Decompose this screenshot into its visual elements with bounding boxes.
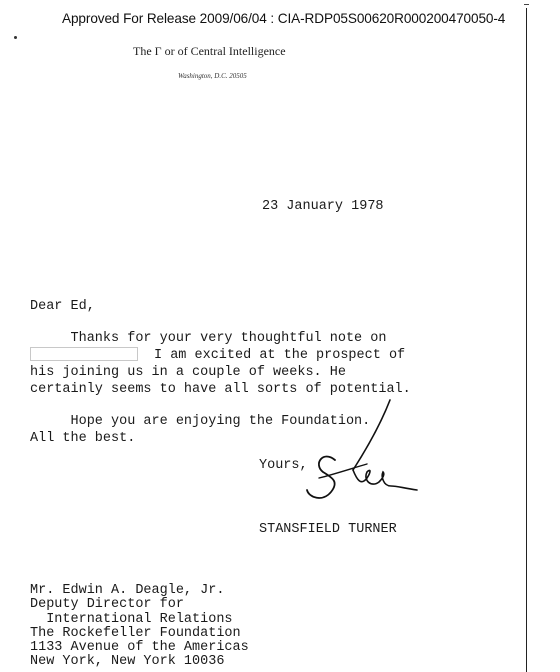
letter-date: 23 January 1978 <box>262 199 384 214</box>
letterhead-office: The Γ or of Central Intelligence <box>133 44 286 58</box>
paragraph-1-line-2-wrap <box>30 347 411 364</box>
recipient-line: Mr. Edwin A. Deagle, Jr. <box>30 583 225 598</box>
letterhead-address: Washington, D.C. 20505 <box>178 72 247 80</box>
redaction-box <box>30 347 138 361</box>
paragraph-1-line-4: certainly seems to have all sorts of potential. <box>30 382 411 397</box>
paragraph-1 <box>30 330 411 398</box>
release-stamp: Approved For Release 2009/06/04 : CIA-RDP05S00620R000200470050-4 <box>62 11 506 26</box>
recipient-line: Deputy Director for <box>30 597 184 613</box>
paragraph-1-line-1: Thanks for your very thoughtful note on <box>30 331 387 346</box>
stray-mark <box>14 36 17 39</box>
signature-mark <box>305 398 420 508</box>
closing: Yours, <box>259 458 308 473</box>
recipient-line: International Relations <box>30 611 233 627</box>
paragraph-2-line-2: All the best. <box>30 431 136 446</box>
margin-rule <box>526 8 527 672</box>
recipient-line: 1133 Avenue of the Americas <box>30 640 249 656</box>
recipient-line: The Rockefeller Foundation <box>30 625 241 641</box>
signer-name: STANSFIELD TURNER <box>259 522 397 537</box>
paragraph-1-line-3: his joining us in a couple of weeks. He <box>30 365 346 380</box>
salutation: Dear Ed, <box>30 299 95 314</box>
recipient-line: New York, New York 10036 <box>30 654 225 670</box>
paragraph-1-line-2: I am excited at the prospect of <box>154 348 406 363</box>
margin-tick <box>524 4 529 5</box>
paragraph-2-line-1: Hope you are enjoying the Foundation. <box>30 414 371 429</box>
recipient-address <box>30 584 249 670</box>
